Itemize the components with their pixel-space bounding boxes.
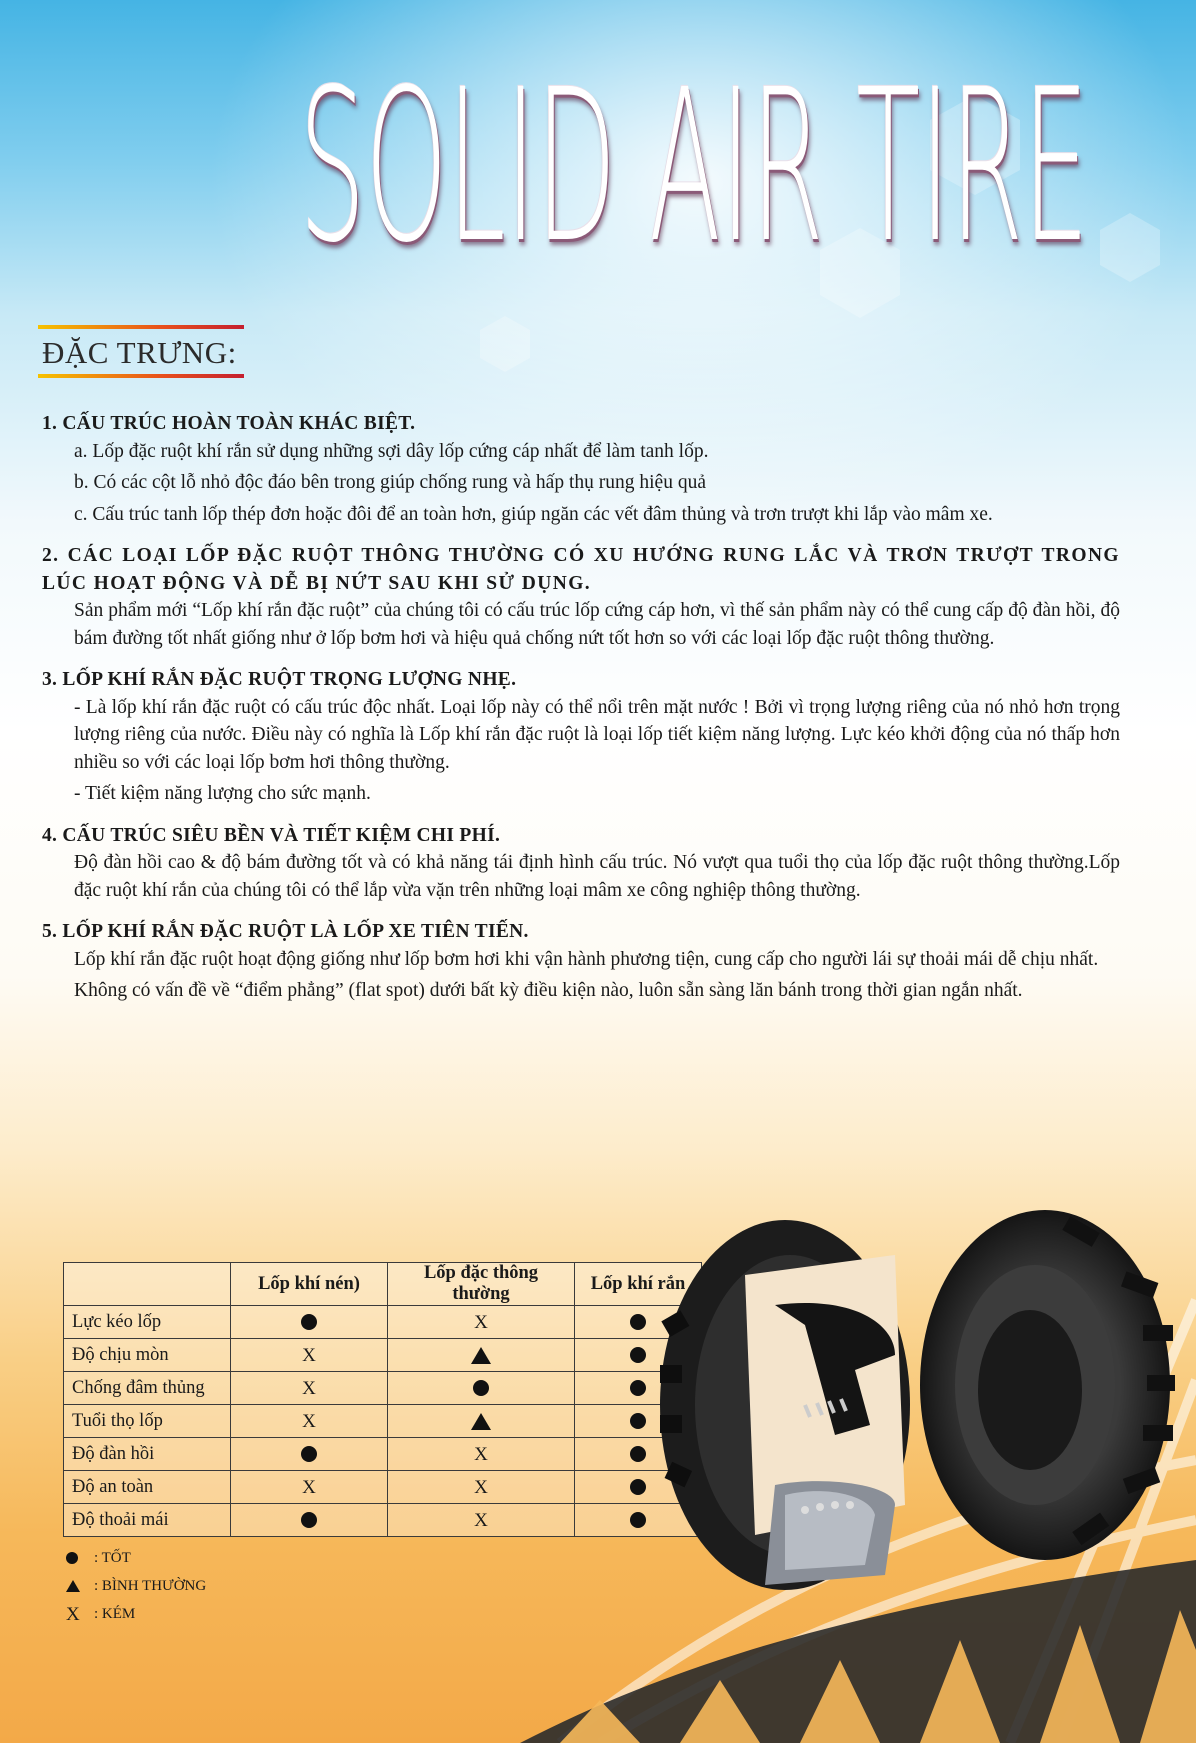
good-dot-icon	[630, 1413, 646, 1429]
section-paragraph: Sản phẩm mới “Lốp khí rắn đặc ruột” của chúng tôi có cấu trúc lốp cứng cáp hơn, vì thế sản phẩm này có thể cung cấp độ đàn hồi, độ bám đường tốt nhất giống như ở lốp bơm hơi và hiệu quả chống nứt tốt hơn so với các loại lốp đặc ruột thông thường.	[74, 600, 1120, 649]
good-dot-icon	[630, 1314, 646, 1330]
comparison-table-wrap	[63, 1262, 702, 1537]
rating-cell	[388, 1306, 575, 1339]
legend-mark	[66, 1552, 94, 1564]
section-paragraph: c. Cấu trúc tanh lốp thép đơn hoặc đôi để an toàn hơn, giúp ngăn các vết đâm thủng và trơn trượt khi lắp vào mâm xe.	[74, 503, 993, 525]
good-dot-icon	[301, 1314, 317, 1330]
table-row	[64, 1405, 702, 1438]
criterion-cell: Độ an toàn	[64, 1471, 231, 1504]
criterion-cell: Độ thoải mái	[64, 1504, 231, 1537]
poor-x-icon: X	[302, 1377, 316, 1399]
good-dot-icon	[301, 1512, 317, 1528]
good-dot-icon	[630, 1479, 646, 1495]
table-body	[64, 1306, 702, 1537]
criterion-cell: Độ đàn hồi	[64, 1438, 231, 1471]
section-2	[42, 542, 1120, 652]
table-row	[64, 1372, 702, 1405]
normal-triangle-icon	[66, 1580, 80, 1592]
good-dot-icon	[301, 1446, 317, 1462]
good-dot-icon	[630, 1347, 646, 1363]
normal-triangle-icon	[471, 1413, 491, 1430]
rating-cell	[231, 1339, 388, 1372]
tire-illustrations	[655, 1195, 1175, 1595]
section-paragraph: Lốp khí rắn đặc ruột hoạt động giống như lốp bơm hơi khi vận hành phương tiện, cung cấp cho người lái sự thoải mái dễ chịu nhất.	[74, 948, 1099, 970]
section-paragraph: Độ đàn hồi cao & độ bám đường tốt và có khả năng tái định hình cấu trúc. Nó vượt qua tuổi thọ của lốp đặc ruột thông thường.Lốp đặc ruột khí rắn của chúng tôi có thể lắp vừa vặn trên những loại mâm xe công nghiệp thông thường.	[74, 852, 1120, 901]
rating-cell	[388, 1504, 575, 1537]
features-heading	[38, 325, 244, 378]
solid-tire-image	[920, 1210, 1175, 1560]
rating-cell	[388, 1372, 575, 1405]
section-paragraph: Không có vấn đề về “điểm phẳng” (flat spot) dưới bất kỳ điều kiện nào, luôn sẵn sàng lăn bánh trong thời gian ngắn nhất.	[74, 980, 1023, 1001]
table-row	[64, 1306, 702, 1339]
rating-cell	[231, 1504, 388, 1537]
rating-cell	[388, 1405, 575, 1438]
rating-cell	[388, 1339, 575, 1372]
table-header-cell: Lốp khí rắn	[575, 1263, 702, 1306]
legend-mark	[66, 1580, 94, 1592]
poor-x-icon: X	[302, 1344, 316, 1366]
comparison-table	[63, 1262, 702, 1537]
criterion-cell: Tuổi thọ lốp	[64, 1405, 231, 1438]
section-5	[42, 918, 1120, 1005]
poor-x-icon: X	[474, 1443, 488, 1465]
good-dot-icon	[66, 1552, 78, 1564]
table-row	[64, 1504, 702, 1537]
table-header-cell: Lốp khí nén)	[231, 1263, 388, 1306]
rating-cell	[231, 1306, 388, 1339]
poor-x-icon: X	[302, 1410, 316, 1432]
table-header-cell	[64, 1263, 231, 1306]
good-dot-icon	[630, 1512, 646, 1528]
poor-x-icon: X	[474, 1509, 488, 1531]
legend-item	[66, 1572, 206, 1600]
section-1	[42, 410, 1120, 528]
rating-cell	[231, 1405, 388, 1438]
section-title: 4. CẤU TRÚC SIÊU BỀN VÀ TIẾT KIỆM CHI PHÍ.	[42, 824, 501, 846]
rating-cell	[388, 1438, 575, 1471]
rating-cell	[231, 1372, 388, 1405]
heading-bottom-bar	[38, 374, 244, 378]
section-3	[42, 666, 1120, 808]
section-title: 5. LỐP KHÍ RẮN ĐẶC RUỘT LÀ LỐP XE TIÊN TIẾN.	[42, 921, 529, 942]
rating-cell	[388, 1471, 575, 1504]
rating-cell	[231, 1471, 388, 1504]
section-paragraph: - Tiết kiệm năng lượng cho sức mạnh.	[74, 783, 371, 804]
section-4	[42, 822, 1120, 905]
poor-x-icon: X	[302, 1476, 316, 1498]
poor-x-icon: X	[474, 1476, 488, 1498]
table-header-cell: Lốp đặc thông thường	[388, 1263, 575, 1306]
section-paragraph: - Là lốp khí rắn đặc ruột có cấu trúc độc nhất. Loại lốp này có thể nổi trên mặt nước ! Bởi vì trọng lượng riêng của nó nhỏ hơn trọng lượng riêng của nước. Điều này có nghĩa là Lốp khí rắn đặc ruột là loại lốp tiết kiệm năng lượng. Lực kéo khởi động của nó thấp hơn nhiều so với các loại lốp bơm hơi thông thường.	[74, 696, 1120, 773]
legend-label: : KÉM	[94, 1605, 136, 1622]
legend-item	[66, 1600, 206, 1628]
section-paragraph: b. Có các cột lỗ nhỏ độc đáo bên trong giúp chống rung và hấp thụ rung hiệu quả	[74, 472, 706, 493]
table-row	[64, 1339, 702, 1372]
legend	[66, 1544, 206, 1628]
criterion-cell: Độ chịu mòn	[64, 1339, 231, 1372]
table-row	[64, 1471, 702, 1504]
legend-label: : BÌNH THƯỜNG	[94, 1577, 207, 1594]
good-dot-icon	[473, 1380, 489, 1396]
poor-x-icon: X	[66, 1603, 80, 1625]
legend-mark	[66, 1605, 94, 1624]
rating-cell	[231, 1438, 388, 1471]
features-heading-text: ĐẶC TRƯNG:	[42, 335, 237, 370]
section-title: 1. CẤU TRÚC HOÀN TOÀN KHÁC BIỆT.	[42, 413, 416, 434]
section-title: 2. CÁC LOẠI LỐP ĐẶC RUỘT THÔNG THƯỜNG CÓ XU HƯỚNG RUNG LẮC VÀ TRƠN TRƯỢT TRONG LÚC HOẠT ĐỘNG VÀ DỄ BỊ NỨT SAU KHI SỬ DỤNG.	[42, 545, 1120, 594]
section-paragraph: a. Lốp đặc ruột khí rắn sử dụng những sợi dây lốp cứng cáp nhất để làm tanh lốp.	[74, 440, 709, 462]
poor-x-icon: X	[474, 1311, 488, 1333]
criterion-cell: Chống đâm thủng	[64, 1372, 231, 1405]
table-header-row	[64, 1263, 702, 1306]
features-content	[42, 410, 1120, 1019]
good-dot-icon	[630, 1446, 646, 1462]
normal-triangle-icon	[471, 1347, 491, 1364]
good-dot-icon	[630, 1380, 646, 1396]
page-title: SOLID AIR TIRE	[299, 44, 1089, 289]
section-title: 3. LỐP KHÍ RẮN ĐẶC RUỘT TRỌNG LƯỢNG NHẸ.	[42, 669, 517, 690]
table-row	[64, 1438, 702, 1471]
legend-label: : TỐT	[94, 1549, 131, 1566]
legend-item	[66, 1544, 206, 1572]
cutaway-tire-image	[660, 1220, 910, 1590]
criterion-cell: Lực kéo lốp	[64, 1306, 231, 1339]
